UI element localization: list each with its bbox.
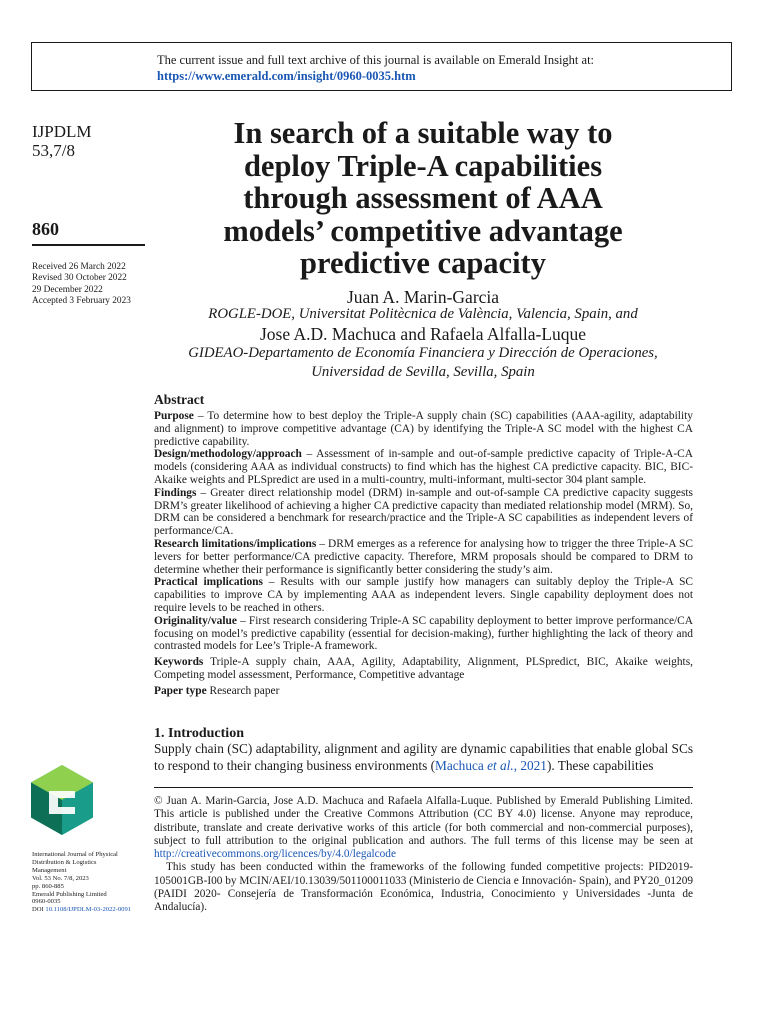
section-label: Design/methodology/approach — [154, 448, 302, 461]
funding-note: This study has been conducted within the frameworks of the following funded competitive projects: PID2019-105001GB-I00 by MCIN/AEI/10.13039/501100011033 (Ministerio de Ciencia e Innovación- Spain), and PY20_01209 (PAIDI 2020- Consejería de Transformación Económica, Industria, Conocimiento y Universidades -Junta de Andalucía). — [154, 861, 693, 914]
journal-url-link[interactable]: https://www.emerald.com/insight/0960-0035.htm — [157, 69, 416, 83]
intro-body-end: ). These capabilities — [546, 757, 654, 773]
author-affiliation: ROGLE-DOE, Universitat Politècnica de València, Valencia, Spain, and — [208, 306, 638, 322]
footnote-divider — [154, 787, 693, 788]
section-label: Originality/value — [154, 614, 237, 627]
introduction-text — [154, 741, 693, 774]
article-title — [154, 117, 692, 280]
section-label: Paper type — [154, 684, 207, 697]
license-note — [154, 795, 693, 861]
section-text: – Greater direct relationship model (DRM) in-sample and out-of-sample CA predictive capacity suggests DRM’s greater likelihood of achieving a higher CA predictive capacity than mediated relationship model (MRM). So, DRM can be considered a benchmark for research/practice and the Triple-A SC capabilities as independent levers of performance/CA. — [154, 486, 693, 538]
title-line: models’ competitive advantage — [223, 213, 623, 248]
journal-info-line: Vol. 53 No. 7/8, 2023 — [32, 874, 89, 882]
footnotes — [154, 795, 693, 915]
citation-etal: et al. — [487, 757, 514, 773]
banner-text: The current issue and full text archive of this journal is available on Emerald Insight at: — [157, 53, 595, 67]
journal-info-line: Emerald Publishing Limited — [32, 890, 107, 898]
abstract-paper-type — [154, 685, 693, 698]
journal-info — [32, 851, 150, 914]
section-label: Purpose — [154, 410, 194, 422]
journal-info-line: 0960-0035 — [32, 898, 61, 906]
abstract-design — [154, 448, 693, 486]
title-line: through assessment of AAA — [243, 181, 603, 215]
accepted-date: Accepted 3 February 2023 — [32, 295, 131, 306]
license-link[interactable]: http://creativecommons.org/licences/by/4.0/legalcode — [154, 848, 396, 861]
section-text: – First research considering Triple-A SC capability deployment to better improve performance/CA focusing on model’s predictive capability (essential for decision-making), further highlighting the lack of theory and contrasted models for Lee’s Triple-A framework. — [154, 614, 693, 653]
section-text: – Assessment of in-sample and out-of-sample predictive capacity of Triple-A-CA models (considering AAA as individual constructs) to find which has the highest CA predictive capacity. BIC, BIC-Akaike weights and PLSpredict are used in a multi-country, multi-informant, multi-sector 304 plant sample. — [154, 448, 693, 486]
section-label: Practical implications — [154, 576, 263, 589]
intro-body: Supply chain (SC) adaptability, alignment and agility are dynamic capabilities that enable global SCs to respond to their changing business environments ( — [154, 741, 693, 773]
journal-info-line: Management — [32, 866, 67, 874]
section-text: – To determine how to best deploy the Triple-A supply chain (SC) capabilities (AAA-agility, adaptability and alignment) to improve competitive advantage (CA) by identifying the Triple-A SC model with the highest CA predictive capability. — [154, 410, 693, 448]
emerald-open-access-logo-icon — [31, 765, 93, 835]
author-names: Jose A.D. Machuca and Rafaela Alfalla-Luque — [259, 324, 587, 344]
revised-date: Revised 30 October 2022 — [32, 273, 127, 284]
title-line: deploy Triple-A capabilities — [243, 148, 603, 183]
received-date: Received 26 March 2022 — [32, 262, 126, 272]
abstract-practical — [154, 576, 693, 614]
journal-info-line: Distribution & Logistics — [32, 858, 97, 866]
doi-link[interactable]: 10.1108/IJPDLM-03-2022-0091 — [45, 906, 132, 914]
citation-author: Machuca — [435, 757, 488, 773]
journal-access-banner — [31, 42, 732, 91]
journal-abbreviation: IJPDLM — [32, 122, 92, 141]
margin-rule — [32, 244, 145, 246]
revised-date-2: 29 December 2022 — [32, 284, 103, 295]
page-number: 860 — [32, 219, 59, 239]
section-label: Keywords — [154, 656, 204, 669]
citation-year: , 2021 — [513, 757, 547, 773]
introduction-heading: 1. Introduction — [154, 726, 244, 741]
journal-volume: 53,7/8 — [32, 141, 75, 160]
abstract-keywords — [154, 656, 693, 682]
section-text: – Results with our sample justify how managers can suitably deploy the Triple-A SC capabilities to improve CA by implementing AAA as independent levers. Single capability deployment does not require levels to be reached in others. — [154, 576, 694, 614]
abstract-findings — [154, 487, 693, 538]
section-text: Triple-A supply chain, AAA, Agility, Adaptability, Alignment, PLSpredict, BIC, Akaike weights, Competing model assessment, Performance, Competitive advantage — [154, 656, 693, 681]
author-affiliation-2 — [154, 344, 692, 381]
title-line: In search of a suitable way to — [233, 116, 613, 150]
title-line: predictive capacity — [300, 246, 546, 280]
license-text: © Juan A. Marin-Garcia, Jose A.D. Machuca and Rafaela Alfalla-Luque. Published by Emerald Publishing Limited. This article is published under the Creative Commons Attribution (CC BY 4.0) license. Anyone may reproduce, distribute, translate and create derivative works of this article (for both commercial and non-commercial purposes), subject to full attribution to the original publication and authors. The full terms of this license may be seen at — [154, 795, 693, 847]
journal-info-line: International Journal of Physical — [32, 851, 118, 858]
affiliation-line: Universidad de Sevilla, Sevilla, Spain — [311, 363, 535, 380]
section-label: Research limitations/implications — [154, 537, 317, 550]
author-name: Juan A. Marin-Garcia — [346, 287, 500, 307]
abstract-heading: Abstract — [154, 392, 205, 407]
section-text: Research paper — [206, 684, 280, 697]
abstract-originality — [154, 615, 693, 653]
doi-line — [32, 906, 150, 914]
article-history — [32, 262, 131, 307]
doi-label: DOI — [32, 906, 44, 914]
journal-info-line: pp. 860-885 — [32, 882, 64, 890]
abstract-purpose — [154, 410, 693, 448]
section-label: Findings — [154, 486, 197, 499]
citation-link[interactable] — [435, 758, 547, 773]
abstract-body — [154, 410, 693, 698]
abstract-limitations — [154, 538, 693, 576]
affiliation-line: GIDEAO-Departamento de Economía Financiera y Dirección de Operaciones, — [188, 345, 658, 361]
journal-abbreviation-block — [32, 122, 92, 160]
section-text: – DRM emerges as a reference for analysing how to trigger the three Triple-A SC levers for better performance/CA predictive capacity. Therefore, MRM proposals should be compared to DRM to determine whether their performance is significantly better considering the study’s aim. — [154, 537, 693, 576]
